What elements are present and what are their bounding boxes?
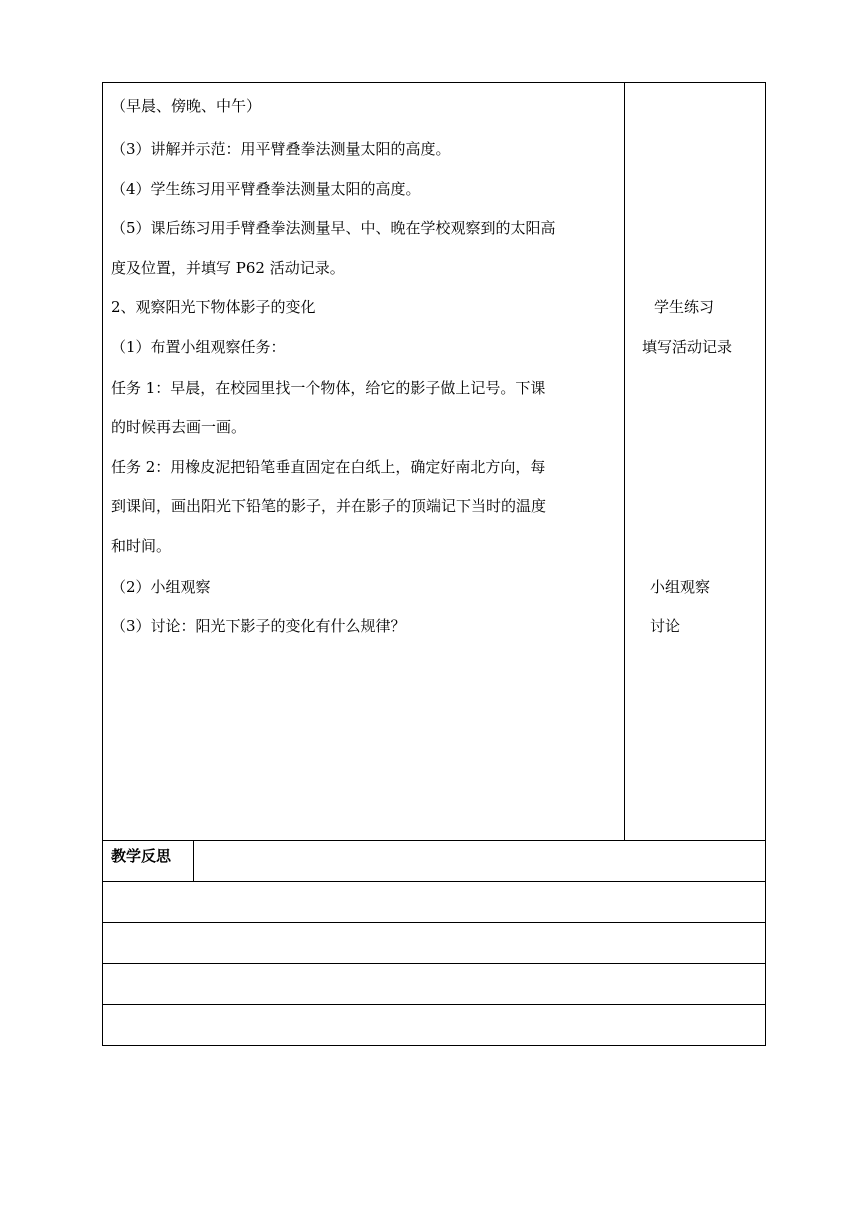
side-text: 小组观察 (650, 578, 711, 596)
blank-row[interactable] (103, 1005, 765, 1045)
text-line: （3）讲解并示范：用平臂叠拳法测量太阳的高度。 (111, 140, 451, 158)
text-line: 任务 1：早晨，在校园里找一个物体，给它的影子做上记号。下课 (111, 379, 546, 397)
text-line: 到课间，画出阳光下铅笔的影子，并在影子的顶端记下当时的温度 (111, 497, 547, 515)
text-line: 和时间。 (111, 537, 172, 555)
text-line: （4）学生练习用平臂叠拳法测量太阳的高度。 (111, 180, 421, 198)
text-line: （5）课后练习用手臂叠拳法测量早、中、晚在学校观察到的太阳高 (111, 219, 556, 237)
text-line: （3）讨论：阳光下影子的变化有什么规律？ (111, 617, 406, 635)
text-line: 2、观察阳光下物体影子的变化 (111, 298, 316, 316)
teaching-process-cell (103, 83, 625, 840)
text-line: （2）小组观察 (111, 578, 211, 596)
blank-row[interactable] (103, 882, 765, 923)
blank-row[interactable] (103, 923, 765, 964)
text-line: 的时候再去画一画。 (111, 418, 247, 436)
reflection-row (103, 841, 765, 882)
text-line: 任务 2：用橡皮泥把铅笔垂直固定在白纸上，确定好南北方向，每 (111, 458, 546, 476)
blank-row[interactable] (103, 964, 765, 1005)
side-text: 学生练习 (654, 298, 715, 316)
student-activity-cell (625, 83, 765, 840)
side-text: 讨论 (650, 617, 681, 635)
lesson-table (102, 82, 766, 1046)
text-line: （1）布置小组观察任务： (111, 338, 286, 356)
reflection-label: 教学反思 (103, 841, 194, 881)
text-line: （早晨、傍晚、中午） (111, 97, 262, 115)
text-line: 度及位置，并填写 P62 活动记录。 (111, 259, 345, 277)
activity-row (103, 83, 765, 841)
side-text: 填写活动记录 (642, 338, 733, 356)
reflection-field[interactable] (194, 841, 765, 881)
